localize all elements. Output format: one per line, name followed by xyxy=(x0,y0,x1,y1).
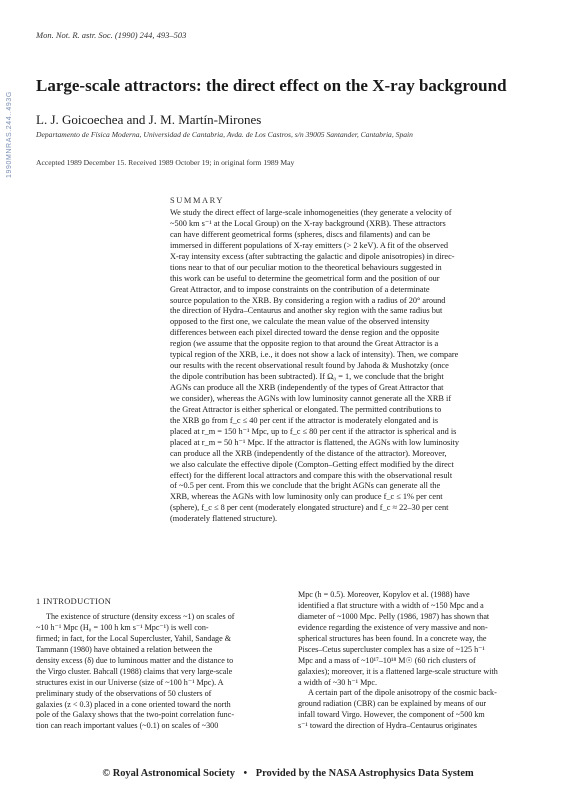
right-column-line: s⁻¹ toward the direction of Hydra–Centaurus originates xyxy=(298,721,477,731)
summary-line: the Great Attractor is either spherical or elongated. The permitted contributions to xyxy=(170,404,442,414)
summary-line: tions near to that of our peculiar motion to the theoretical behaviours suggested in xyxy=(170,262,442,272)
summary-line: (sphere), f_c ≤ 8 per cent (moderately elongated structure) and f_c ≈ 22–30 per cent xyxy=(170,503,449,513)
right-column-line: a width of ~30 h⁻¹ Mpc. xyxy=(298,677,377,687)
journal-reference: Mon. Not. R. astr. Soc. (1990) 244, 493–503 xyxy=(36,30,187,40)
summary-line: can have different geometrical forms (spheres, discs and filaments) and can be xyxy=(170,229,431,239)
left-column-line: galaxies (z < 0.3) placed in a cone oriented toward the north xyxy=(36,699,231,709)
summary-line: can produce all the XRB (independently of the distance of the attractor). Moreover, xyxy=(170,448,447,458)
margin-bibcode xyxy=(6,28,18,178)
author-affiliation: Departamento de Física Moderna, Universidad de Cantabria, Avda. de Los Castros, s/n 39005 Santander, Cantabria, Spain xyxy=(36,130,413,139)
summary-line: (moderately flattened structure). xyxy=(170,514,278,524)
submission-dates: Accepted 1989 December 15. Received 1989 October 19; in original form 1989 May xyxy=(36,158,295,167)
left-column-text xyxy=(36,612,274,732)
summary-line: placed at r_m = 150 h⁻¹ Mpc, up to f_c ≤ 80 per cent if the attractor is spherical and is xyxy=(170,426,457,436)
left-column-line: Tammann (1980) have obtained a relation between the xyxy=(36,644,213,654)
summary-line: the dipole contribution has been subtracted). If Ω₀ = 1, we conclude that the bright xyxy=(170,372,444,382)
summary-line: opposed to the first one, we calculate the mean value of the observed intensity xyxy=(170,317,430,327)
summary-line: region (we assume that the opposite region to that around the Great Attractor is a xyxy=(170,339,439,349)
summary-line: we also calculate the effective dipole (Compton–Getting effect modified by the direct xyxy=(170,459,454,469)
left-column-line: density excess (δ) due to luminous matter and the distance to xyxy=(36,655,234,665)
summary-line: AGNs can produce all the XRB (independently of the types of Great Attractor that xyxy=(170,383,444,392)
left-column-line: structures exist in our Universe (size of ~100 h⁻¹ Mpc). A xyxy=(36,677,224,687)
right-column-line: Mpc and a mass of ~10¹⁷–10¹⁸ M☉ (60 rich clusters of xyxy=(298,655,476,665)
left-column-line: The existence of structure (density excess ~1) on scales of xyxy=(46,612,235,621)
footer-separator: • xyxy=(243,768,248,779)
right-column-line: ground radiation (CBR) can be explained by means of our xyxy=(298,699,487,709)
left-column-line: tion can reach important values (~0.1) on scales of ~300 xyxy=(36,721,219,731)
summary-line: this work can be useful to determine the geometrical form and the position of our xyxy=(170,273,440,283)
section-heading: 1 INTRODUCTION xyxy=(36,597,112,606)
summary-heading: SUMMARY xyxy=(170,196,225,205)
summary-line: our results with the recent observational result found by Jahoda & Mushotzky (once xyxy=(170,361,449,371)
right-column-text xyxy=(298,590,536,732)
summary-line: the XRB go from f_c ≤ 40 per cent if the attractor is moderately elongated and is xyxy=(170,415,439,425)
summary-line: differences between each pixel directed toward the dense region and the opposite xyxy=(170,328,440,338)
summary-body xyxy=(170,208,536,525)
summary-line: effect) for the different local attractors and compare this with the observational result xyxy=(170,470,453,480)
summary-line: source population to the XRB. By considering a region with a radius of 20° around xyxy=(170,295,446,305)
left-column-line: firmed; in fact, for the Local Supercluster, Yahil, Sandage & xyxy=(36,633,231,643)
right-column-line: galaxies); moreover, it is a flattened large-scale structure with xyxy=(298,666,498,676)
left-column-line: ~10 h⁻¹ Mpc (H₀ = 100 h km s⁻¹ Mpc⁻¹) is well con- xyxy=(36,622,209,632)
summary-line: immersed in different populations of X-ray emitters (> 2 keV). A fit of the observed xyxy=(170,240,449,250)
summary-line: of ~0.5 per cent. From this we conclude that the bright AGNs can generate all the xyxy=(170,481,441,491)
right-column-line: A certain part of the dipole anisotropy of the cosmic back- xyxy=(308,688,497,698)
summary-line: X-ray intensity excess (after subtracting the galactic and dipole anisotropies) in direc- xyxy=(170,251,455,261)
right-column-line: diameter of ~1000 Mpc. Pelly (1986, 1987) has shown that xyxy=(298,611,490,621)
footer-provider: Provided by the NASA Astrophysics Data System xyxy=(255,768,474,779)
right-column-line: spherical structures has been found. In a concrete way, the xyxy=(298,633,487,643)
paper-title: Large-scale attractors: the direct effect on the X-ray background xyxy=(36,76,507,95)
footer-copyright: © Royal Astronomical Society xyxy=(102,768,235,779)
right-column-line: Pisces–Cetus supercluster complex has a size of ~125 h⁻¹ xyxy=(298,644,485,654)
right-column-line: identified a flat structure with a width of ~150 Mpc and a xyxy=(298,600,484,610)
summary-line: typical region of the XRB, i.e., it does not show a lack of intensity). Then, we compare xyxy=(170,350,459,360)
summary-line: the direction of Hydra–Centaurus and another sky region with the same radius but xyxy=(170,306,443,316)
summary-line: We study the direct effect of large-scale inhomogeneities (they generate a velocity of xyxy=(170,208,452,217)
left-column-line: the Virgo cluster. Bahcall (1988) claims that very large-scale xyxy=(36,666,233,676)
summary-line: placed at r_m = 50 h⁻¹ Mpc. If the attractor is flattened, the AGNs with low luminosity xyxy=(170,437,459,447)
summary-line: we consider), whereas the AGNs with low luminosity cannot generate all the XRB if xyxy=(170,393,452,403)
right-column-line: Mpc (h = 0.5). Moreover, Kopylov et al. (1988) have xyxy=(298,590,470,599)
page-footer xyxy=(0,768,576,779)
right-column-line: evidence regarding the existence of very massive and non- xyxy=(298,622,488,632)
summary-line: XRB, whereas the AGNs with low luminosity only can produce f_c ≤ 1% per cent xyxy=(170,492,443,502)
left-column-line: pole of the Galaxy shows that the two-point correlation func- xyxy=(36,710,235,720)
summary-line: Great Attractor, and to impose constraints on the contribution of a determinate xyxy=(170,284,430,294)
margin-bibcode-text: 1990MNRAS.244..493G xyxy=(6,91,13,178)
paper-authors: L. J. Goicoechea and J. M. Martín-Mirones xyxy=(36,112,262,127)
right-column-line: infall toward Virgo. However, the component of ~500 km xyxy=(298,710,485,720)
summary-line: ~500 km s⁻¹ at the Local Group) on the X-ray background (XRB). These attractors xyxy=(170,218,446,228)
left-column-line: preliminary study of the observations of 50 clusters of xyxy=(36,688,212,698)
